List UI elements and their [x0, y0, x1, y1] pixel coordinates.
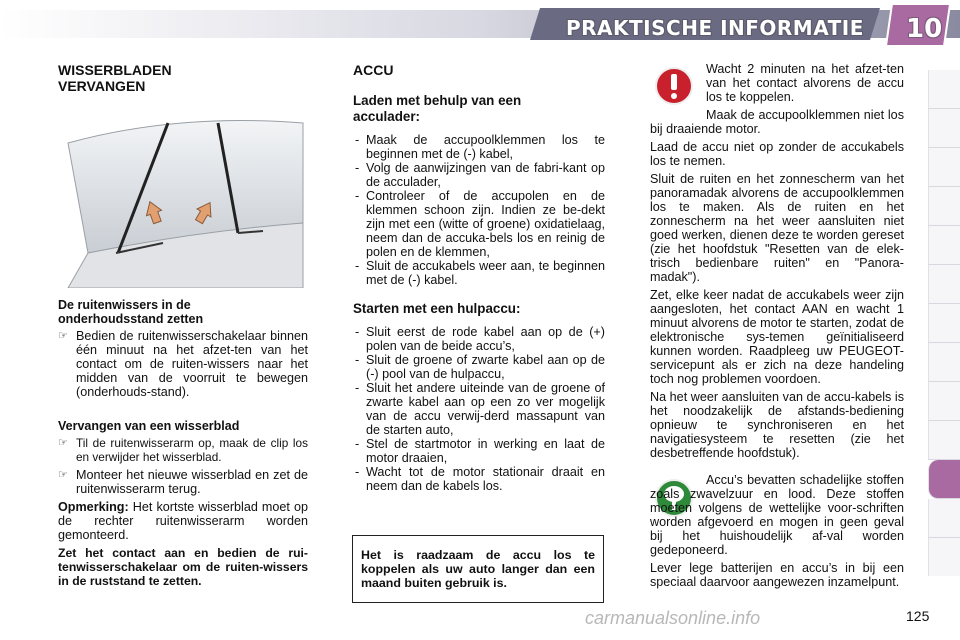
list-item: - Stel de startmotor in werking en laat de motor draaien, — [353, 437, 605, 465]
paragraph: Accu’s bevatten schadelijke stoffen zoals zwavelzuur en lood. Deze stoffen moeten volgens de wettelijke voor-schriften worden afgevoerd en mogen in geen geval bij het huishoudelijk af-val worden gedeponeerd. — [650, 473, 904, 557]
finger-pointer-icon: ☞ — [58, 330, 68, 342]
list-jump-start-steps — [353, 325, 605, 493]
paragraph: Laad de accu niet op zonder de accukabels los te nemen. — [650, 140, 904, 168]
chapter-tab[interactable] — [928, 538, 960, 576]
chapter-tab[interactable] — [928, 226, 960, 265]
wiper-warning: Zet het contact aan en bedien de rui-tenwisserschakelaar om de ruiten-wissers in de ruststand te zetten. — [58, 546, 308, 588]
subheading-service-position: De ruitenwissers in de onderhoudsstand zetten — [58, 298, 204, 326]
chapter-tab[interactable] — [928, 382, 960, 421]
paragraph: Lever lege batterijen en accu’s in bij een speciaal daarvoor aangewezen inzamelpunt. — [650, 561, 904, 589]
list-item: - Controleer of de accupolen en de klemmen schoon zijn. Indien ze be-dekt zijn met een (witte of groene) oxidatielaag, neem dan de accuka-bels los en reinig de polen en de klemmen, — [353, 189, 605, 259]
chapter-number: 10 — [906, 14, 943, 44]
watermark: carmanualsonline.info — [585, 608, 761, 628]
header-title: PRAKTISCHE INFORMATIE — [566, 16, 864, 40]
list-item: - Sluit de groene of zwarte kabel aan op de (-) pool van de hulpaccu, — [353, 353, 605, 381]
paragraph: Maak de accupoolklemmen niet los bij draaiende motor. — [650, 108, 904, 136]
list-item — [58, 468, 308, 496]
list-item: - Maak de accupoolklemmen los te beginnen met de (-) kabel, — [353, 133, 605, 161]
chapter-tab[interactable] — [928, 421, 960, 460]
list-item: - Sluit de accukabels weer aan, te beginnen met de (-) kabel. — [353, 259, 605, 287]
chapter-tab-active[interactable] — [928, 460, 960, 499]
page-number: 125 — [906, 608, 930, 624]
list-item-text: Til de ruitenwisserarm op, maak de clip los en verwijder het wisserblad. — [76, 436, 308, 464]
chapter-tabs — [928, 70, 960, 576]
subheading-charger: Laden met behulp van een acculader: — [353, 93, 522, 124]
list-replace-blade — [58, 436, 308, 496]
chapter-tab[interactable] — [928, 187, 960, 226]
column-wipers-text — [58, 298, 308, 592]
column-recycling — [650, 473, 904, 593]
column-battery-notes — [650, 62, 904, 464]
list-item: - Sluit eerst de rode kabel aan op de (+) polen van de beide accu’s, — [353, 325, 605, 353]
paragraph: Zet, elke keer nadat de accukabels weer zijn aangesloten, het contact AAN en wacht 1 minuut alvorens de motor te starten, zodat de elektronische sys-temen geïnitialiseerd kunnen worden. Raadpleeg uw PEUGEOT-servicepunt als er zich na deze handeling toch nog problemen voordoen. — [650, 288, 904, 386]
column-wipers — [58, 62, 308, 94]
list-item — [58, 329, 308, 399]
chapter-tab[interactable] — [928, 499, 960, 538]
remark — [58, 500, 308, 542]
section-title-wipers: WISSERBLADEN VERVANGEN — [58, 62, 172, 94]
column-battery — [353, 62, 605, 493]
remark-label: Opmerking: — [58, 500, 129, 514]
list-item: - Volg de aanwijzingen van de fabri-kant op de acculader, — [353, 161, 605, 189]
chapter-tab[interactable] — [928, 304, 960, 343]
chapter-tab[interactable] — [928, 265, 960, 304]
list-charger-steps — [353, 133, 605, 287]
header-bar — [0, 0, 960, 50]
list-item — [58, 436, 308, 464]
list-service-position — [58, 329, 308, 399]
list-item-text: Monteer het nieuwe wisserblad en zet de ruitenwisserarm terug. — [76, 468, 308, 496]
windscreen-illustration — [58, 103, 308, 288]
section-title-battery: ACCU — [353, 62, 394, 78]
list-item-text: Bedien de ruitenwisserschakelaar binnen één minuut na het afzet-ten van het contact om de ruiten-wissers naar het midden van de voorruit te bewegen (onderhouds-stand). — [76, 329, 308, 399]
chapter-tab[interactable] — [928, 70, 960, 109]
subheading-replace-blade: Vervangen van een wisserblad — [58, 419, 240, 433]
chapter-tab[interactable] — [928, 148, 960, 187]
list-item: - Sluit het andere uiteinde van de groene of zwarte kabel aan op een zo ver mogelijk van de accu verwij-derd massapunt van de starten auto, — [353, 381, 605, 437]
paragraph: Wacht 2 minuten na het afzet-ten van het contact alvorens de accu los te koppelen. — [706, 62, 904, 104]
subheading-jump-start: Starten met een hulpaccu: — [353, 301, 521, 316]
remark-text: Het kortste wisserblad moet op de rechter ruitenwisserarm worden gemonteerd. — [58, 500, 308, 542]
finger-pointer-icon: ☞ — [58, 437, 68, 449]
chapter-tab[interactable] — [928, 109, 960, 148]
paragraph: Na het weer aansluiten van de accu-kabels is het noodzakelijk de afstands-bediening opnieuw te synchroniseren en het navigatiesysteem te resetten (zie het desbetreffende hoofdstuk). — [650, 390, 904, 460]
chapter-tab[interactable] — [928, 343, 960, 382]
note-box: Het is raadzaam de accu los te koppelen als uw auto langer dan een maand buiten gebruik is. — [352, 535, 604, 603]
list-item: - Wacht tot de motor stationair draait en neem dan de kabels los. — [353, 465, 605, 493]
paragraph: Sluit de ruiten en het zonnescherm van het panoramadak alvorens de accupoolklemmen los te maken. Als de ruiten en het zonnescherm na het weer aansluiten niet goed werken, dienen deze te worden gereset (zie het hoofdstuk "Resetten van de elek-trisch bedienbare ruiten" en "Panora-madak"). — [650, 172, 904, 284]
finger-pointer-icon: ☞ — [58, 469, 68, 481]
